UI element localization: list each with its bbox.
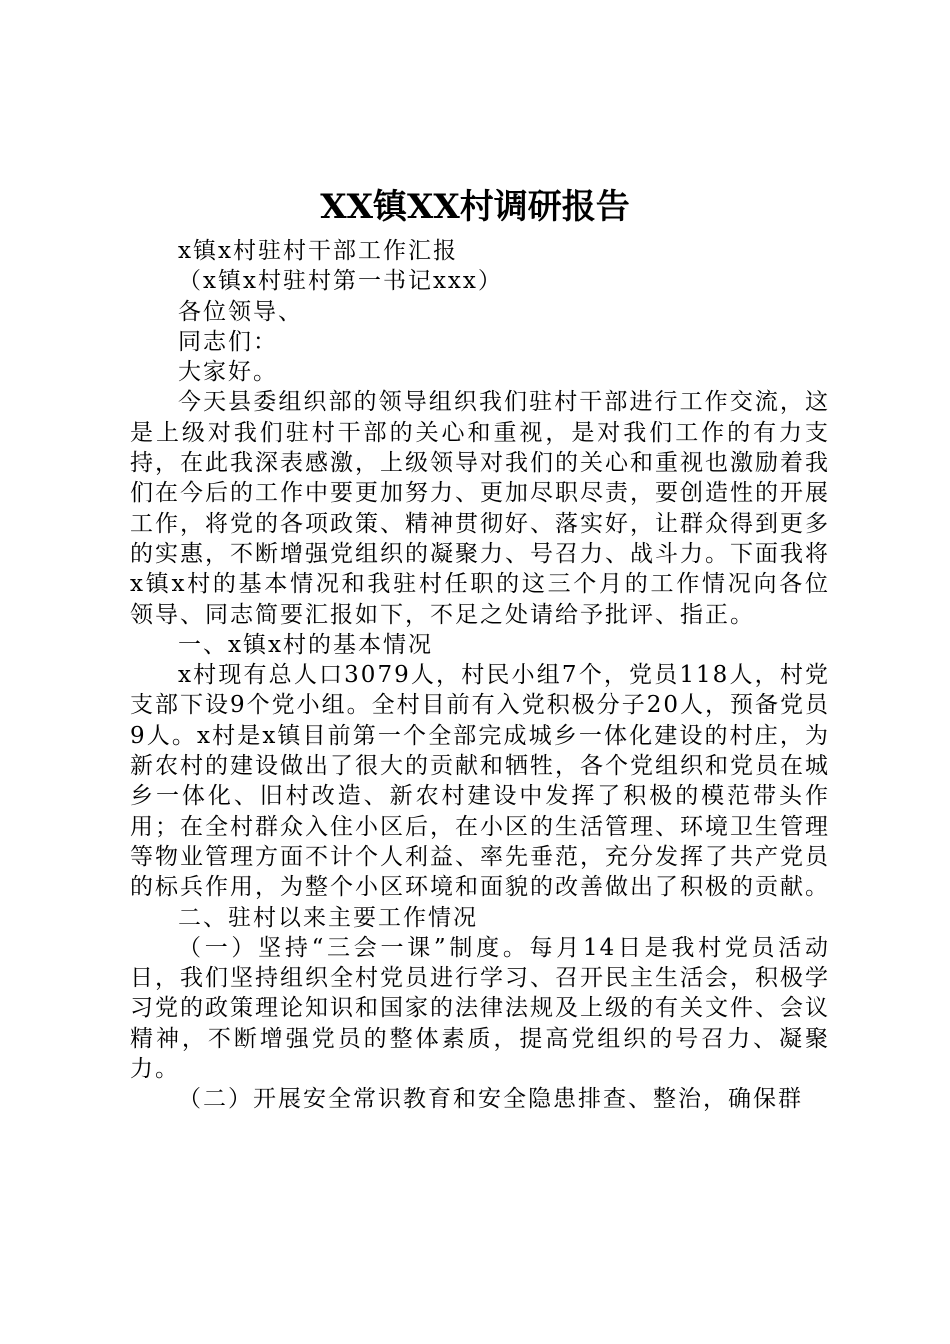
paragraph-heading-line: x镇x村驻村干部工作汇报	[178, 238, 458, 264]
paragraph-work-item-2: （二）开展安全常识教育和安全隐患排查、整治，确保群	[178, 1086, 803, 1113]
paragraph-introduction: 今天县委组织部的领导组织我们驻村干部进行工作交流，这是上级对我们驻村干部的关心和重视，是对我们工作的有力支持，在此我深表感激，上级领导对我们的关心和重视也激励着我们在今后的工作中要更加努力、更加尽职尽责，要创造性的开展工作，将党的各项政策、精神贯彻好、落实好，让群众得到更多的实惠，不断增强党组织的凝聚力、号召力、战斗力。下面我将x镇x村的基本情况和我驻村任职的这三个月的工作情况向各位领导、同志简要汇报如下，不足之处请给予批评、指正。	[130, 389, 830, 628]
paragraph-basic-situation: x村现有总人口3079人，村民小组7个，党员118人，村党支部下设9个党小组。全村目前有入党积极分子20人，预备党员9人。x村是x镇目前第一个全部完成城乡一体化建设的村庄，为新农村的建设做出了很大的贡献和牺牲，各个党组织和党员在城乡一体化、旧村改造、新农村建设中发挥了积极的模范带头作用；在全村群众入住小区后，在小区的生活管理、环境卫生管理等物业管理方面不计个人利益、率先垂范，充分发挥了共产党员的标兵作用，为整个小区环境和面貌的改善做出了积极的贡献。	[130, 662, 830, 901]
document-title: XX镇XX村调研报告	[320, 187, 630, 227]
section-heading-main-work: 二、驻村以来主要工作情况	[178, 904, 478, 931]
paragraph-work-item-1: （一）坚持“三会一课”制度。每月14日是我村党员活动日，我们坚持组织全村党员进行学习、召开民主生活会，积极学习党的政策理论知识和国家的法律法规及上级的有关文件、会议精神，不断增强党员的整体素质，提高党组织的号召力、凝聚力。	[130, 934, 830, 1083]
document-body	[130, 236, 830, 1115]
paragraph-salutation-leaders: 各位领导、	[178, 298, 303, 325]
paragraph-salutation-comrades: 同志们：	[178, 328, 278, 355]
section-heading-basic-situation: 一、x镇x村的基本情况	[178, 631, 433, 658]
paragraph-author-line: （x镇x村驻村第一书记xxx）	[178, 268, 503, 295]
paragraph-greeting: 大家好。	[178, 359, 278, 386]
